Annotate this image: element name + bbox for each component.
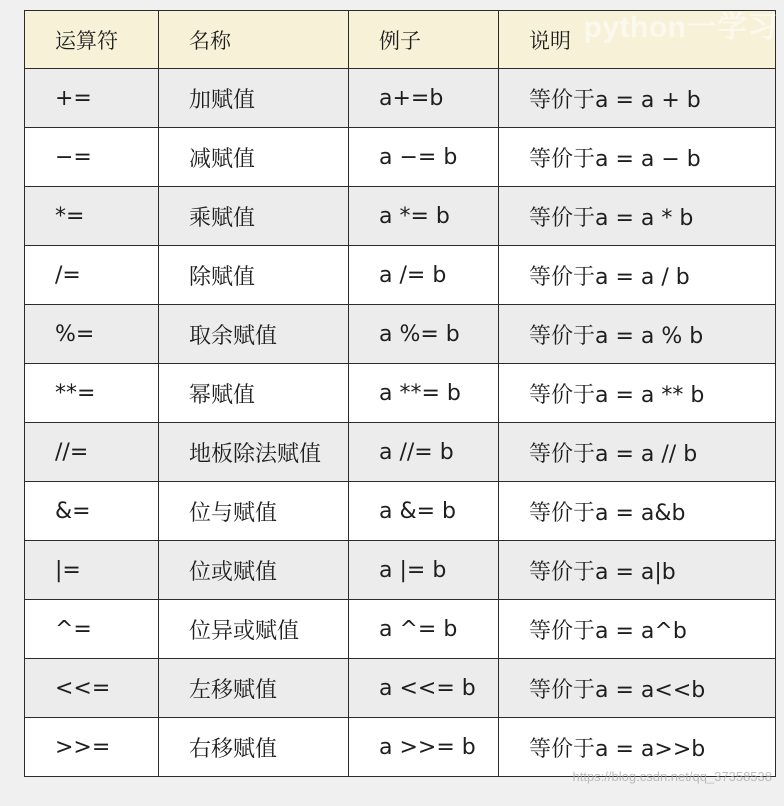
cell-example: a |= b: [349, 541, 499, 600]
table-row: [25, 659, 776, 718]
cell-description: 等价于a = a // b: [499, 423, 776, 482]
cell-description: 等价于a = a * b: [499, 187, 776, 246]
cell-name: 加赋值: [159, 69, 349, 128]
cell-description: 等价于a = a ** b: [499, 364, 776, 423]
cell-description: 等价于a = a / b: [499, 246, 776, 305]
assignment-operators-table: [24, 10, 776, 777]
cell-name: 除赋值: [159, 246, 349, 305]
cell-example: a+=b: [349, 69, 499, 128]
watermark-top: python一学习: [583, 11, 778, 44]
cell-example: a **= b: [349, 364, 499, 423]
table-row: [25, 423, 776, 482]
table-row: [25, 187, 776, 246]
cell-name: 右移赋值: [159, 718, 349, 777]
table-row: [25, 541, 776, 600]
table-row: [25, 305, 776, 364]
watermark-url: https://blog.csdn.net/qq_37358538: [572, 769, 772, 784]
header-name: 名称: [159, 11, 349, 69]
table-row: [25, 128, 776, 187]
cell-operator: //=: [25, 423, 159, 482]
cell-operator: *=: [25, 187, 159, 246]
cell-operator: /=: [25, 246, 159, 305]
cell-name: 位或赋值: [159, 541, 349, 600]
cell-name: 幂赋值: [159, 364, 349, 423]
table-row: [25, 364, 776, 423]
cell-operator: &=: [25, 482, 159, 541]
cell-description: 等价于a = a − b: [499, 128, 776, 187]
table-row: [25, 718, 776, 777]
cell-operator: |=: [25, 541, 159, 600]
cell-example: a <<= b: [349, 659, 499, 718]
cell-example: a //= b: [349, 423, 499, 482]
cell-example: a ^= b: [349, 600, 499, 659]
table-header: [25, 11, 776, 69]
cell-operator: −=: [25, 128, 159, 187]
cell-name: 左移赋值: [159, 659, 349, 718]
cell-example: a −= b: [349, 128, 499, 187]
cell-description: 等价于a = a % b: [499, 305, 776, 364]
cell-description: 等价于a = a>>b: [499, 718, 776, 777]
cell-operator: **=: [25, 364, 159, 423]
header-row: [25, 11, 776, 69]
cell-description: 等价于a = a^b: [499, 600, 776, 659]
cell-example: a /= b: [349, 246, 499, 305]
cell-operator: +=: [25, 69, 159, 128]
cell-description: 等价于a = a + b: [499, 69, 776, 128]
cell-name: 位异或赋值: [159, 600, 349, 659]
header-example: 例子: [349, 11, 499, 69]
cell-example: a %= b: [349, 305, 499, 364]
table-body: [25, 69, 776, 777]
cell-name: 取余赋值: [159, 305, 349, 364]
cell-operator: >>=: [25, 718, 159, 777]
cell-example: a >>= b: [349, 718, 499, 777]
header-description: 说明: [499, 11, 776, 69]
header-operator: 运算符: [25, 11, 159, 69]
cell-description: 等价于a = a<<b: [499, 659, 776, 718]
cell-name: 位与赋值: [159, 482, 349, 541]
cell-example: a &= b: [349, 482, 499, 541]
cell-operator: %=: [25, 305, 159, 364]
cell-name: 减赋值: [159, 128, 349, 187]
cell-operator: ^=: [25, 600, 159, 659]
table-row: [25, 69, 776, 128]
cell-example: a *= b: [349, 187, 499, 246]
cell-description: 等价于a = a|b: [499, 541, 776, 600]
table-row: [25, 482, 776, 541]
cell-name: 地板除法赋值: [159, 423, 349, 482]
cell-description: 等价于a = a&b: [499, 482, 776, 541]
table-row: [25, 246, 776, 305]
cell-operator: <<=: [25, 659, 159, 718]
table-row: [25, 600, 776, 659]
cell-name: 乘赋值: [159, 187, 349, 246]
